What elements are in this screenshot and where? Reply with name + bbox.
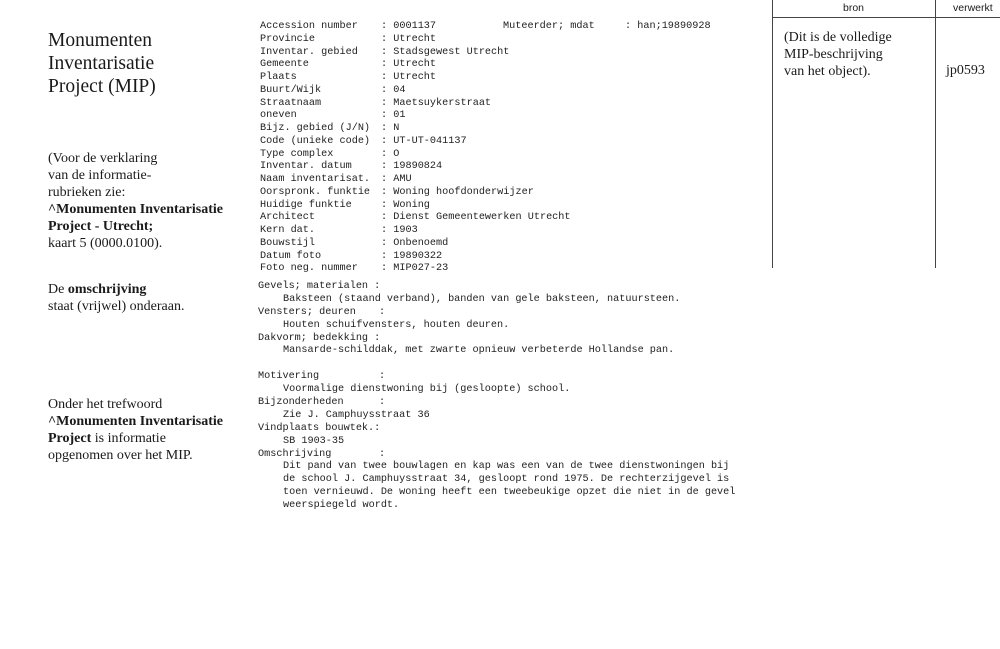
- note-line: van de informatie-: [48, 168, 152, 183]
- note-line: Onder het trefwoord: [48, 397, 163, 412]
- field-value-text: O: [393, 148, 400, 160]
- field-label: Oorspronk. funktie: [260, 186, 371, 198]
- section-text: Mansarde-schilddak, met zwarte opnieuw verbeterde Hollandse pan.: [283, 345, 675, 357]
- section-text: Dit pand van twee bouwlagen en kap was een van de twee dienstwoningen bij: [283, 461, 730, 473]
- description-note: [48, 281, 184, 315]
- section-label: Bijzonderheden: [258, 397, 344, 409]
- section-text: SB 1903-35: [283, 435, 345, 447]
- field-row: [260, 136, 760, 149]
- field-label: Architect: [260, 212, 316, 224]
- field-value-text: Maetsuykerstraat: [393, 97, 492, 109]
- source-table: [772, 0, 1000, 268]
- field-label: Accession number: [260, 21, 358, 32]
- bron-line: MIP-beschrijving: [784, 47, 883, 62]
- field-label: oneven: [260, 110, 297, 122]
- field-value: : Utrecht: [381, 33, 437, 45]
- field-value: : 19890824: [381, 161, 443, 173]
- field-label: Gemeente: [260, 59, 309, 71]
- keyword-note: [48, 396, 223, 464]
- field-row: [260, 161, 760, 174]
- section-text: Zie J. Camphuysstraat 36: [283, 409, 430, 421]
- muteerder-value: : han;19890928: [625, 21, 711, 32]
- section-label: Motivering: [258, 371, 320, 383]
- field-value: : 04: [381, 84, 406, 96]
- title-line: Project (MIP): [48, 76, 156, 97]
- field-label: Buurt/Wijk: [260, 84, 322, 96]
- column-divider: [935, 0, 936, 268]
- note-text: De: [48, 282, 68, 297]
- field-label: Code (unieke code): [260, 135, 371, 147]
- field-row: [260, 110, 760, 123]
- field-label: Datum foto: [260, 250, 322, 262]
- field-row: [260, 34, 760, 47]
- field-value: : UT-UT-041137: [381, 135, 467, 147]
- note-line: kaart 5 (0000.0100).: [48, 236, 163, 251]
- field-value-text: Utrecht: [393, 33, 437, 45]
- section-label: Vensters; deuren: [258, 306, 356, 318]
- field-value: : Onbenoemd: [381, 237, 449, 249]
- field-value-text: Woning hoofdonderwijzer: [393, 186, 534, 198]
- field-label: Foto neg. nummer: [260, 263, 358, 275]
- field-value-text: 1903: [393, 225, 418, 236]
- field-row: [260, 149, 760, 162]
- record-description: Gevels; materialen : Baksteen (staand verband), banden van gele baksteen, natuursteen. Vensters; deuren : Houten schuifvensters, houten deuren. Dakvorm; bedekking : Mansarde-schilddak, met zwarte opnieuw verbeterde Hollandse pan. Motivering : Voormalige dienstwoning bij (gesloopte) school. Bijzonderheden : Zie J. Camphuysstraat 36 Vindplaats bouwtek.: SB 1903-35 Omschrijving : Dit pand van twee bouwlagen en kap was een van de twee dienstwoningen bij de school J. Camphuysstraat 34, gesloopt rond 1975. De rechterzijgevel is toen vernieuwd. De woning heeft een tweebeukige opzet die niet in de gevel weerspiegeld wordt.: [258, 281, 736, 512]
- field-value: : Maetsuykerstraat: [381, 97, 492, 109]
- field-value-text: Utrecht: [393, 72, 437, 83]
- section-text: weerspiegeld wordt.: [283, 500, 400, 512]
- field-row: [260, 47, 760, 60]
- bron-line: (Dit is de volledige: [784, 30, 892, 45]
- field-row: [260, 59, 760, 72]
- field-label: Bijz. gebied (J/N): [260, 123, 371, 134]
- field-row: [260, 200, 760, 213]
- title-line: Inventarisatie: [48, 53, 155, 74]
- field-value: : Woning hoofdonderwijzer: [381, 186, 534, 198]
- section-text: toen vernieuwd. De woning heeft een tweebeukige opzet die niet in de gevel: [283, 487, 736, 499]
- section-label: Omschrijving: [258, 448, 332, 460]
- field-row: [260, 72, 760, 85]
- field-value: : 0001137: [381, 21, 437, 32]
- section-label: Dakvorm; bedekking :: [258, 332, 381, 344]
- field-row: [260, 263, 760, 276]
- bron-line: van het object).: [784, 64, 871, 79]
- header-verwerkt: verwerkt: [953, 2, 993, 14]
- field-value: : Woning: [381, 199, 430, 211]
- keyword-link: Project: [48, 431, 92, 446]
- field-label: Inventar. gebied: [260, 46, 358, 58]
- reference-note: [48, 150, 223, 252]
- note-bold: omschrijving: [67, 282, 147, 297]
- field-value-text: AMU: [393, 174, 412, 185]
- field-value: : O: [381, 148, 400, 160]
- muteerder-label: Muteerder; mdat: [503, 21, 595, 32]
- field-row: [260, 238, 760, 251]
- field-row: [260, 98, 760, 111]
- field-label: Provincie: [260, 33, 316, 45]
- field-row: [260, 212, 760, 225]
- field-value: : Utrecht: [381, 72, 437, 83]
- field-label: Type complex: [260, 148, 334, 160]
- field-value: : 01: [381, 110, 406, 122]
- document-title: [48, 29, 156, 98]
- field-value: : AMU: [381, 174, 412, 185]
- field-value-text: 0001137: [393, 21, 437, 32]
- bron-cell: [784, 29, 892, 80]
- field-value: : Utrecht: [381, 59, 437, 71]
- field-value: : 1903: [381, 225, 418, 236]
- field-value-text: Stadsgewest Utrecht: [393, 46, 510, 58]
- field-row: [260, 174, 760, 187]
- note-line: rubrieken zie:: [48, 185, 126, 200]
- field-value-text: 01: [393, 110, 406, 122]
- section-text: Voormalige dienstwoning bij (gesloopte) school.: [283, 384, 571, 396]
- field-row: [260, 187, 760, 200]
- note-line: opgenomen over het MIP.: [48, 448, 193, 463]
- muteerder-value-text: han;19890928: [637, 21, 711, 32]
- field-label: Inventar. datum: [260, 161, 352, 173]
- field-label: Huidige funktie: [260, 199, 352, 211]
- field-value: : MIP027-23: [381, 263, 449, 275]
- field-value-text: MIP027-23: [393, 263, 449, 275]
- field-value-text: UT-UT-041137: [393, 135, 467, 147]
- field-value: : 19890322: [381, 250, 443, 262]
- field-value-text: Utrecht: [393, 59, 437, 71]
- field-value-text: Woning: [393, 199, 430, 211]
- field-row: [260, 251, 760, 264]
- field-row: [260, 85, 760, 98]
- title-line: Monumenten: [48, 30, 152, 51]
- header-divider: [773, 17, 1000, 18]
- field-value: : Stadsgewest Utrecht: [381, 46, 510, 58]
- section-text: Baksteen (staand verband), banden van gele baksteen, natuursteen.: [283, 293, 681, 305]
- field-row: [260, 225, 760, 238]
- field-label: Straatnaam: [260, 97, 322, 109]
- section-label: Vindplaats bouwtek.:: [258, 422, 381, 434]
- note-line: staat (vrijwel) onderaan.: [48, 299, 185, 314]
- field-value-text: 19890824: [393, 161, 443, 173]
- field-value-text: N: [393, 123, 400, 134]
- section-text: de school J. Camphuysstraat 34, gesloopt rond 1975. De rechterzijgevel is: [283, 474, 730, 486]
- field-value-text: Onbenoemd: [393, 237, 449, 249]
- keyword-link: ^Monumenten Inventarisatie: [48, 414, 223, 429]
- section-label: Gevels; materialen :: [258, 281, 381, 292]
- note-line: (Voor de verklaring: [48, 151, 158, 166]
- note-text: is informatie: [91, 431, 166, 446]
- keyword-link: ^Monumenten Inventarisatie: [48, 202, 223, 217]
- field-value-text: 19890322: [393, 250, 443, 262]
- field-label: Naam inventarisat.: [260, 174, 371, 185]
- field-label: Kern dat.: [260, 225, 316, 236]
- record-fields: [260, 21, 760, 276]
- field-row: [260, 123, 760, 136]
- header-bron: bron: [843, 2, 865, 14]
- field-value: : N: [381, 123, 400, 134]
- field-value-text: 04: [393, 84, 406, 96]
- field-value: : Dienst Gemeentewerken Utrecht: [381, 212, 571, 224]
- field-label: Plaats: [260, 72, 297, 83]
- keyword-link: Project - Utrecht;: [48, 219, 154, 234]
- field-value-text: Dienst Gemeentewerken Utrecht: [393, 212, 571, 224]
- field-label: Bouwstijl: [260, 237, 316, 249]
- section-text: Houten schuifvensters, houten deuren.: [283, 319, 510, 331]
- field-row: [260, 21, 760, 34]
- verwerkt-cell: jp0593: [946, 63, 985, 78]
